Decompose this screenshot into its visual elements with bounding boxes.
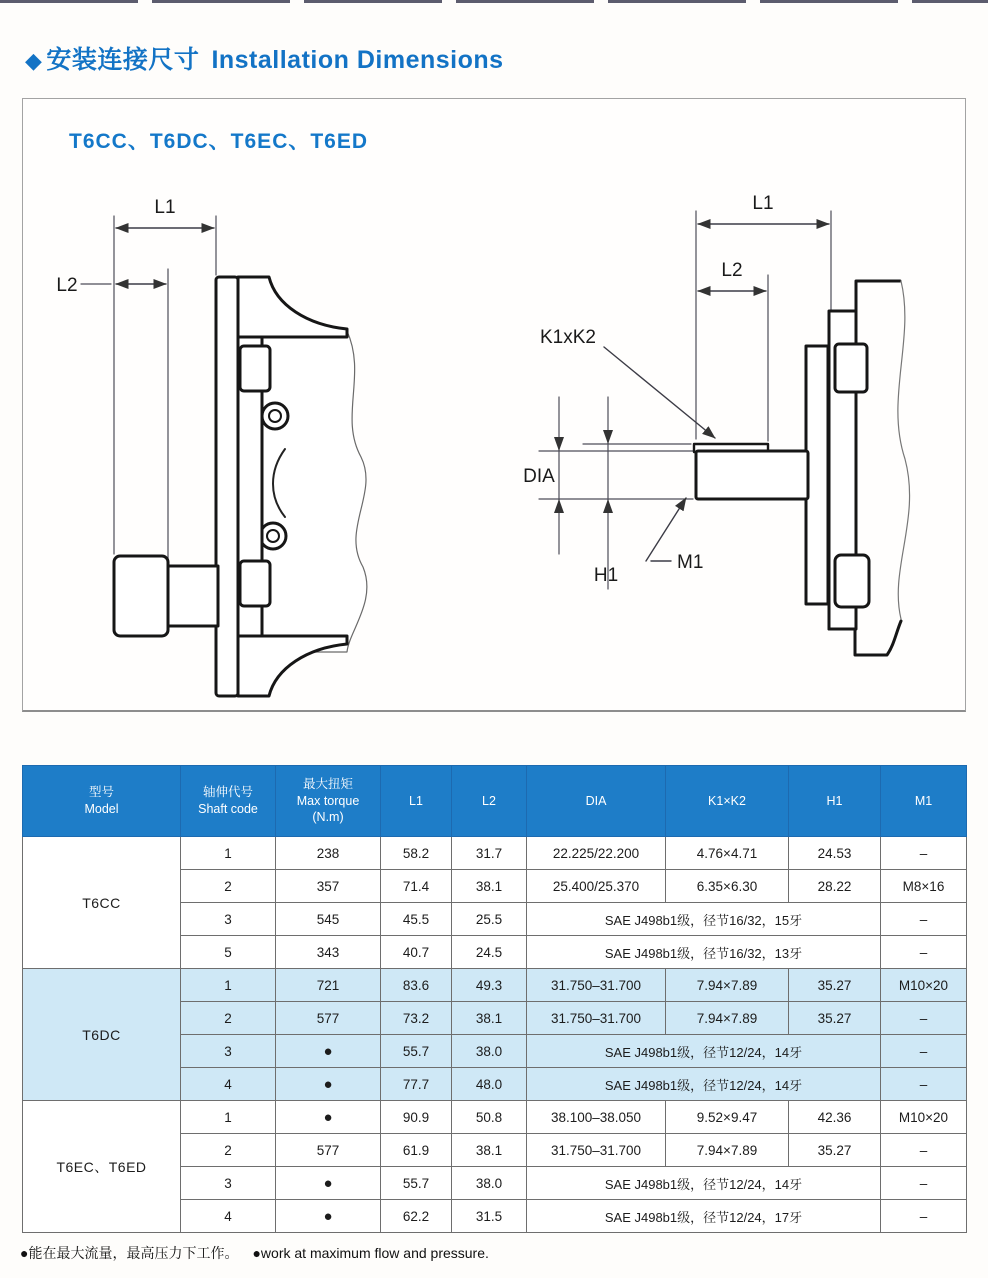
- table-cell: M10×20: [881, 969, 967, 1002]
- table-cell: 6.35×6.30: [666, 870, 789, 903]
- left-extension-lines: [81, 216, 216, 563]
- footnote: [20, 1243, 489, 1263]
- table-cell: 577: [276, 1134, 381, 1167]
- table-cell: 31.750–31.700: [527, 969, 666, 1002]
- left-top-horn: [238, 277, 347, 337]
- table-cell: 2: [181, 870, 276, 903]
- table-cell: SAE J498b1级，径节12/24，14牙: [527, 1035, 881, 1068]
- table-cell: ●: [276, 1167, 381, 1200]
- table-cell: SAE J498b1级，径节16/32，13牙: [527, 936, 881, 969]
- table-cell: 343: [276, 936, 381, 969]
- table-cell: 22.225/22.200: [527, 837, 666, 870]
- left-port-bottom: [240, 561, 270, 606]
- page-top-crop-bar: [0, 0, 988, 3]
- table-cell: 83.6: [381, 969, 452, 1002]
- column-header-k1k2: K1×K2: [666, 766, 789, 837]
- table-cell: 35.27: [789, 1002, 881, 1035]
- k1k2-label: K1xK2: [540, 327, 596, 348]
- table-cell: 3: [181, 1035, 276, 1068]
- table-cell: 4: [181, 1068, 276, 1101]
- table-cell: 2: [181, 1002, 276, 1035]
- table-cell: ●: [276, 1200, 381, 1233]
- table-row: [23, 1101, 967, 1134]
- table-row: [23, 969, 967, 1002]
- k1k2-leader-line: [604, 347, 715, 438]
- diamond-bullet-icon: ◆: [25, 48, 43, 73]
- footnote-en: ●work at maximum flow and pressure.: [252, 1245, 489, 1261]
- table-cell: 71.4: [381, 870, 452, 903]
- table-cell: M8×16: [881, 870, 967, 903]
- table-cell: 42.36: [789, 1101, 881, 1134]
- h1-label: H1: [593, 565, 619, 586]
- table-cell: 77.7: [381, 1068, 452, 1101]
- table-cell: –: [881, 1068, 967, 1101]
- table-cell: SAE J498b1级，径节12/24，14牙: [527, 1167, 881, 1200]
- page-title-en: Installation Dimensions: [211, 46, 504, 74]
- left-bolt-hole-top-inner: [269, 410, 281, 422]
- table-cell: 45.5: [381, 903, 452, 936]
- table-cell: 49.3: [452, 969, 527, 1002]
- column-header-l1: L1: [381, 766, 452, 837]
- table-cell: 58.2: [381, 837, 452, 870]
- table-cell: 5: [181, 936, 276, 969]
- left-shaft-step: [168, 566, 218, 626]
- table-cell: 38.1: [452, 870, 527, 903]
- table-cell: 545: [276, 903, 381, 936]
- table-cell: –: [881, 837, 967, 870]
- left-side-view: [56, 197, 366, 696]
- table-cell: 24.53: [789, 837, 881, 870]
- table-cell: 55.7: [381, 1167, 452, 1200]
- model-cell: T6CC: [23, 837, 181, 969]
- table-cell: SAE J498b1级，径节16/32，15牙: [527, 903, 881, 936]
- table-cell: –: [881, 1200, 967, 1233]
- table-cell: 25.400/25.370: [527, 870, 666, 903]
- table-cell: 38.0: [452, 1167, 527, 1200]
- right-port-top: [835, 344, 867, 392]
- table-cell: 73.2: [381, 1002, 452, 1035]
- dia-label: DIA: [523, 466, 555, 487]
- table-cell: ●: [276, 1035, 381, 1068]
- table-cell: ●: [276, 1101, 381, 1134]
- table-cell: 31.5: [452, 1200, 527, 1233]
- left-l1-label: L1: [154, 197, 176, 218]
- model-cell: T6EC、T6ED: [23, 1101, 181, 1233]
- column-header-l2: L2: [452, 766, 527, 837]
- table-cell: 40.7: [381, 936, 452, 969]
- table-cell: 238: [276, 837, 381, 870]
- table-cell: 35.27: [789, 969, 881, 1002]
- table-cell: 35.27: [789, 1134, 881, 1167]
- table-cell: 1: [181, 969, 276, 1002]
- table-cell: 7.94×7.89: [666, 1002, 789, 1035]
- dimensions-table: [22, 765, 967, 1233]
- installation-drawing-panel: [22, 98, 966, 712]
- table-cell: 25.5: [452, 903, 527, 936]
- table-head: [23, 766, 967, 837]
- table-cell: 38.1: [452, 1134, 527, 1167]
- left-bottom-horn: [238, 636, 347, 696]
- table-cell: M10×20: [881, 1101, 967, 1134]
- table-cell: 62.2: [381, 1200, 452, 1233]
- table-header-row: [23, 766, 967, 837]
- footnote-zh: ●能在最大流量，最高压力下工作。: [20, 1245, 239, 1261]
- left-mounting-flange: [216, 277, 238, 696]
- table-cell: –: [881, 1002, 967, 1035]
- shaft-body: [696, 451, 808, 499]
- left-pump-casting: [262, 331, 367, 652]
- table-body: [23, 837, 967, 1233]
- table-cell: 38.100–38.050: [527, 1101, 666, 1134]
- table-cell: –: [881, 1167, 967, 1200]
- table-cell: 9.52×9.47: [666, 1101, 789, 1134]
- right-extension-lines: [539, 211, 831, 589]
- page-title: [25, 40, 504, 76]
- table-cell: 90.9: [381, 1101, 452, 1134]
- table-cell: 3: [181, 1167, 276, 1200]
- table-cell: SAE J498b1级，径节12/24，17牙: [527, 1200, 881, 1233]
- table-cell: 28.22: [789, 870, 881, 903]
- table-cell: 38.1: [452, 1002, 527, 1035]
- table-cell: ●: [276, 1068, 381, 1101]
- table-cell: 577: [276, 1002, 381, 1035]
- table-cell: 7.94×7.89: [666, 969, 789, 1002]
- table-cell: 357: [276, 870, 381, 903]
- m1-label: M1: [677, 552, 704, 573]
- installation-drawing: [23, 99, 967, 713]
- dia-h1-arrowheads: [554, 430, 613, 513]
- table-cell: 38.0: [452, 1035, 527, 1068]
- table-cell: SAE J498b1级，径节12/24，14牙: [527, 1068, 881, 1101]
- table-cell: 4: [181, 1200, 276, 1233]
- table-cell: 1: [181, 837, 276, 870]
- right-break-line: [898, 281, 910, 619]
- table-cell: 48.0: [452, 1068, 527, 1101]
- table-cell: 4.76×4.71: [666, 837, 789, 870]
- column-header-model: 型号 Model: [23, 766, 181, 837]
- left-bolt-hole-bottom-inner: [267, 530, 279, 542]
- table-cell: 2: [181, 1134, 276, 1167]
- table-cell: 31.750–31.700: [527, 1134, 666, 1167]
- column-header-dia: DIA: [527, 766, 666, 837]
- left-shaft-end: [114, 556, 168, 636]
- right-l1-label: L1: [752, 193, 774, 214]
- table-cell: –: [881, 1134, 967, 1167]
- table-cell: 721: [276, 969, 381, 1002]
- table-cell: 24.5: [452, 936, 527, 969]
- column-header-h1: H1: [789, 766, 881, 837]
- table-cell: –: [881, 1035, 967, 1068]
- series-title: T6CC、T6DC、T6EC、T6ED: [69, 130, 369, 153]
- column-header-m1: M1: [881, 766, 967, 837]
- table-cell: 31.750–31.700: [527, 1002, 666, 1035]
- model-cell: T6DC: [23, 969, 181, 1101]
- table-row: [23, 837, 967, 870]
- left-port-top: [240, 346, 270, 391]
- table-cell: 61.9: [381, 1134, 452, 1167]
- page-title-zh: 安装连接尺寸: [46, 46, 200, 74]
- table-cell: 1: [181, 1101, 276, 1134]
- right-l2-label: L2: [721, 260, 743, 281]
- left-l2-label: L2: [56, 275, 78, 296]
- table-cell: 31.7: [452, 837, 527, 870]
- column-header-shaft-code: 轴伸代号 Shaft code: [181, 766, 276, 837]
- right-top-step-outline: [856, 281, 900, 311]
- table-cell: 7.94×7.89: [666, 1134, 789, 1167]
- table-cell: –: [881, 903, 967, 936]
- table-cell: 50.8: [452, 1101, 527, 1134]
- table-cell: 55.7: [381, 1035, 452, 1068]
- table-cell: –: [881, 936, 967, 969]
- right-port-bottom: [835, 555, 869, 607]
- table-cell: 3: [181, 903, 276, 936]
- right-shaft-section-view: [523, 193, 909, 655]
- column-header-max-torque: 最大扭矩 Max torque (N.m): [276, 766, 381, 837]
